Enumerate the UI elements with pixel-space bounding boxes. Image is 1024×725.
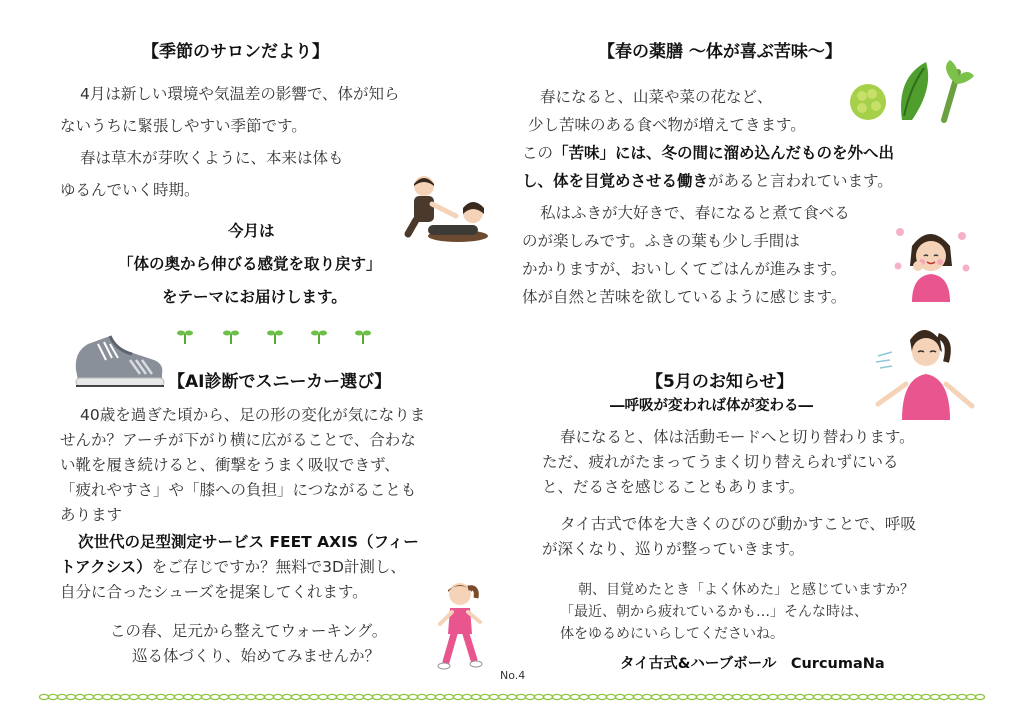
feet-axis-service-line-2	[60, 555, 406, 579]
chain-link	[733, 694, 742, 699]
footer-chain-divider	[40, 692, 988, 702]
ai-sneaker-line-1: 40歳を過ぎた頃から、足の形の変化が気になりま	[80, 406, 426, 424]
chain-link	[634, 694, 643, 699]
spring-food-line-5: 私はふきが大好きで、春になると煮て食べる	[540, 204, 850, 222]
may-notice-p1-line-2: ただ、疲れがたまってうまく切り替えられずにいる	[542, 453, 899, 471]
may-notice-p3-line-3: 体をゆるめにいらしてくださいね。	[560, 626, 784, 642]
happy-woman-illustration	[890, 222, 972, 302]
spring-food-line-8: 体が自然と苦味を欲しているように感じます。	[522, 288, 847, 306]
sprout-icon	[267, 331, 283, 345]
chain-link	[499, 694, 508, 699]
chain-link	[751, 694, 760, 699]
chain-link	[202, 694, 211, 699]
chain-link	[454, 694, 463, 699]
chain-link	[787, 694, 796, 699]
seasonal-salon-line-3: 春は草木が芽吹くように、本来は体も	[80, 149, 344, 167]
closing-line-2: 巡る体づくり、始めてみませんか？	[132, 647, 381, 665]
chain-link	[355, 694, 364, 699]
walking-woman-illustration	[430, 580, 490, 675]
chain-link	[796, 694, 805, 699]
chain-link	[112, 694, 121, 699]
may-notice-p1-line-1: 春になると、体は活動モードへと切り替わります。	[560, 428, 915, 446]
page-number: No.4	[500, 669, 526, 682]
chain-link	[130, 694, 139, 699]
chain-link	[481, 694, 490, 699]
chain-link	[364, 694, 373, 699]
seasonal-salon-line-2: ないうちに緊張しやすい季節です。	[60, 117, 307, 135]
spring-food-line-4	[522, 169, 893, 193]
chain-link	[571, 694, 580, 699]
chain-link	[184, 694, 193, 699]
chain-link	[229, 694, 238, 699]
theme-intro: 今月は	[228, 222, 275, 240]
chain-link	[544, 694, 553, 699]
chain-link	[265, 694, 274, 699]
sprout-icon	[223, 331, 239, 345]
ai-sneaker-line-5: あります	[60, 506, 123, 524]
chain-link	[427, 694, 436, 699]
chain-link	[508, 694, 517, 699]
chain-link	[922, 694, 931, 699]
chain-link	[418, 694, 427, 699]
chain-link	[391, 694, 400, 699]
chain-link	[553, 694, 562, 699]
ai-sneaker-line-3: い靴を履き続けると、衝撃をうまく吸収できず、	[60, 456, 400, 474]
chain-link	[409, 694, 418, 699]
chain-link	[895, 694, 904, 699]
chain-link	[598, 694, 607, 699]
thai-massage-illustration	[398, 170, 490, 248]
seasonal-salon-line-1: 4月は新しい環境や気温差の影響で、体が知ら	[80, 85, 400, 103]
chain-link	[103, 694, 112, 699]
chain-link	[526, 694, 535, 699]
sprout-icon	[311, 331, 327, 345]
chain-link	[310, 694, 319, 699]
may-notice-p2-line-2: が深くなり、巡りが整っていきます。	[542, 540, 805, 558]
chain-link	[40, 694, 49, 699]
spring-food-line-3	[522, 141, 894, 165]
chain-link	[175, 694, 184, 699]
theme-statement: 「体の奥から伸びる感覚を取り戻す」	[118, 255, 382, 273]
chain-link	[697, 694, 706, 699]
sprout-icon	[355, 331, 371, 345]
chain-link	[580, 694, 589, 699]
chain-link	[139, 694, 148, 699]
chain-link	[625, 694, 634, 699]
seasonal-salon-line-4: ゆるんでいく時期。	[60, 181, 200, 199]
chain-link	[940, 694, 949, 699]
chain-link	[58, 694, 67, 699]
chain-link	[373, 694, 382, 699]
chain-link	[337, 694, 346, 699]
ai-sneaker-line-2: せんか？アーチが下がり横に広がることで、合わな	[60, 431, 416, 449]
chain-link	[724, 694, 733, 699]
chain-link	[742, 694, 751, 699]
chain-link	[220, 694, 229, 699]
chain-link	[238, 694, 247, 699]
chain-link	[283, 694, 292, 699]
chain-link	[400, 694, 409, 699]
feet-axis-name-end: トアクシス）	[60, 558, 152, 576]
chain-link	[670, 694, 679, 699]
chain-link	[661, 694, 670, 699]
theme-closing: をテーマにお届けします。	[162, 288, 347, 306]
sprout-icon	[177, 331, 193, 345]
chain-link	[832, 694, 841, 699]
chain-link	[886, 694, 895, 699]
seasonal-salon-title: 【季節のサロンだより】	[142, 42, 329, 62]
breathing-woman-illustration	[872, 322, 976, 422]
chain-link	[760, 694, 769, 699]
chain-link	[319, 694, 328, 699]
bitterness-highlight: 「苦味」には、冬の間に溜め込んだものを外へ出	[553, 144, 895, 162]
ai-sneaker-line-4: 「疲れやすさ」や「膝への負担」につながることも	[60, 481, 417, 499]
chain-link	[490, 694, 499, 699]
chain-link	[76, 694, 85, 699]
chain-link	[67, 694, 76, 699]
spring-food-line-2: 少し苦味のある食べ物が増えてきます。	[528, 116, 806, 134]
awakening-highlight: し、体を目覚めさせる働き	[522, 172, 709, 190]
chain-link	[769, 694, 778, 699]
feet-axis-description: をご存じですか？無料で3D計測し、	[151, 558, 406, 576]
chain-link	[841, 694, 850, 699]
chain-link	[805, 694, 814, 699]
spring-food-line-1: 春になると、山菜や菜の花など、	[540, 88, 773, 106]
may-notice-p2-line-1: タイ古式で体を大きくのびのび動かすことで、呼吸	[560, 515, 916, 533]
chain-link	[607, 694, 616, 699]
chain-link	[679, 694, 688, 699]
chain-link	[688, 694, 697, 699]
sprouts-row	[175, 326, 375, 346]
salon-signature: タイ古式&ハーブボール CurcumaNa	[620, 656, 885, 672]
may-notice-subtitle: ―呼吸が変われば体が変わる―	[610, 398, 813, 414]
feet-axis-service-line-1: 次世代の足型測定サービス FEET AXIS（フィー	[78, 533, 419, 551]
chain-link	[715, 694, 724, 699]
chain-link	[472, 694, 481, 699]
chain-link	[967, 694, 976, 699]
chain-link	[94, 694, 103, 699]
chain-link	[445, 694, 454, 699]
chain-link	[958, 694, 967, 699]
chain-link	[247, 694, 256, 699]
chain-link	[778, 694, 787, 699]
chain-link	[85, 694, 94, 699]
chain-link	[157, 694, 166, 699]
chain-link	[877, 694, 886, 699]
chain-link	[49, 694, 58, 699]
closing-line-1: この春、足元から整えてウォーキング。	[110, 622, 388, 640]
chain-link	[823, 694, 832, 699]
chain-link	[121, 694, 130, 699]
chain-link	[148, 694, 157, 699]
chain-link	[859, 694, 868, 699]
may-notice-p1-line-3: と、だるさを感じることもあります。	[542, 478, 805, 496]
sneaker-illustration	[70, 330, 166, 390]
may-notice-p3-line-2: 「最近、朝から疲れているかも…」そんな時は、	[560, 604, 868, 620]
chain-link	[976, 694, 985, 699]
chain-link	[517, 694, 526, 699]
chain-link	[382, 694, 391, 699]
chain-link	[949, 694, 958, 699]
chain-link	[931, 694, 940, 699]
chain-link	[166, 694, 175, 699]
spring-food-line-4-suffix: があると言われています。	[708, 172, 893, 190]
chain-link	[814, 694, 823, 699]
ai-sneaker-title: 【AI診断でスニーカー選び】	[168, 372, 392, 392]
chain-link	[256, 694, 265, 699]
chain-link	[274, 694, 283, 699]
mountain-vegetables-illustration	[846, 58, 980, 124]
chain-link	[904, 694, 913, 699]
spring-food-title: 【春の薬膳 〜体が喜ぶ苦味〜】	[598, 42, 842, 62]
chain-link	[211, 694, 220, 699]
chain-link	[706, 694, 715, 699]
chain-link	[913, 694, 922, 699]
chain-link	[868, 694, 877, 699]
spring-food-line-3-prefix: この	[522, 144, 554, 162]
chain-link	[346, 694, 355, 699]
chain-link	[328, 694, 337, 699]
chain-link	[643, 694, 652, 699]
may-notice-title: 【5月のお知らせ】	[646, 372, 794, 392]
chain-link	[301, 694, 310, 699]
spring-food-line-7: かかりますが、おいしくてごはんが進みます。	[522, 260, 847, 278]
chain-link	[589, 694, 598, 699]
chain-link	[535, 694, 544, 699]
chain-link	[193, 694, 202, 699]
may-notice-p3-line-1: 朝、目覚めたとき「よく休めた」と感じていますか？	[578, 582, 914, 598]
chain-link	[463, 694, 472, 699]
chain-link	[616, 694, 625, 699]
feet-axis-service-line-3: 自分に合ったシューズを提案してくれます。	[60, 583, 368, 601]
chain-link	[652, 694, 661, 699]
chain-link	[292, 694, 301, 699]
spring-food-line-6: のが楽しみです。ふきの葉も少し手間は	[522, 232, 800, 250]
chain-link	[562, 694, 571, 699]
chain-link	[850, 694, 859, 699]
chain-link	[436, 694, 445, 699]
